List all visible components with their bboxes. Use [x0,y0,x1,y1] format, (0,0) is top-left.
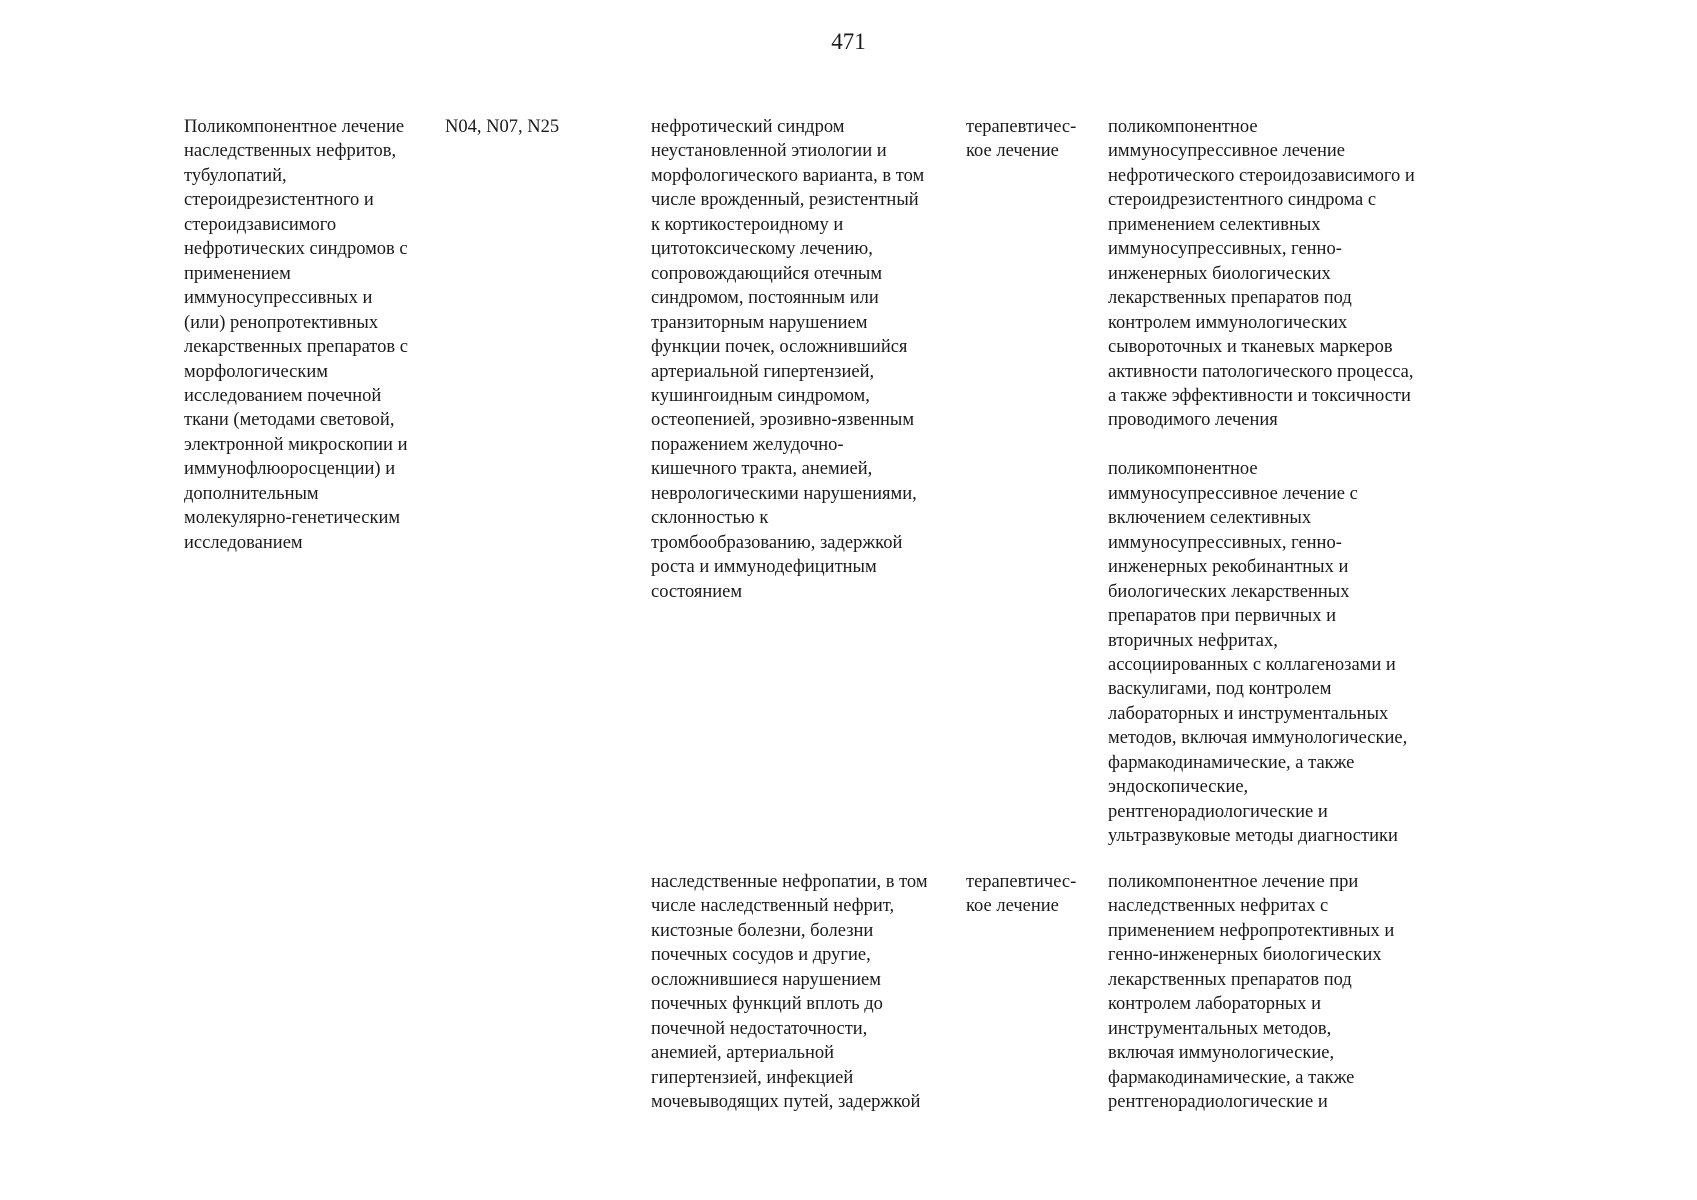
text-line: иммуносупрессивных и [184,288,373,309]
text-line: остеопенией, эрозивно-язвенным [651,410,915,431]
text-line: роста и иммунодефицитным [651,557,877,578]
text-line: биологических лекарственных [1108,581,1350,602]
text-line: кушингоидным синдромом, [651,385,870,406]
icd-codes-cell: N04, N07, N25 [445,117,560,137]
text-line: анемией, артериальной [651,1043,835,1064]
text-line: кистозные болезни, болезни [651,920,874,941]
text-line: препаратов при первичных и [1108,606,1336,627]
text-line: ткани (методами световой, [184,410,395,431]
treatment-method-block-1b [1108,457,1415,848]
text-line: стероидзависимого [184,214,337,235]
text-line: иммуносупрессивное лечение с [1108,483,1358,504]
text-line: иммуносупрессивное лечение [1108,141,1345,162]
text-line: числе врожденный, резистентный [651,190,919,211]
text-line: ультразвуковые методы диагностики [1108,826,1398,847]
text-line: инженерных биологических [1108,263,1331,284]
text-line: Поликомпонентное лечение [184,117,405,137]
text-line: а также эффективности и токсичности [1108,385,1411,406]
text-line: рентгенорадиологические и [1108,1092,1328,1113]
text-line: лабораторных и инструментальных [1108,703,1389,724]
treatment-method-cell-1 [1108,115,1415,849]
text-line: ассоциированных с коллагенозами и [1108,654,1396,675]
text-line: гипертензией, инфекцией [651,1067,854,1088]
text-line: почечных сосудов и другие, [651,945,871,966]
text-line: молекулярно-генетическим [184,508,401,529]
treatment-name-cell [184,115,408,555]
text-line: вторичных нефритах, [1108,630,1278,651]
text-line: склонностью к [651,508,769,529]
text-line: неустановленной этиологии и [651,141,887,162]
text-line: нефротических синдромов с [184,239,408,260]
text-line: артериальной гипертензией, [651,361,875,382]
text-line: морфологическим [184,361,328,382]
text-line: кое лечение [966,896,1059,917]
text-line: стероидрезистентного синдрома с [1108,190,1377,211]
patient-model-cell-2 [651,870,928,1115]
text-line: поликомпонентное [1108,459,1258,480]
text-line: генно-инженерных биологических [1108,945,1382,966]
text-line: исследованием почечной [184,385,382,406]
text-line: осложнившиеся нарушением [651,969,881,990]
text-line: терапевтичес- [966,872,1077,892]
text-line: инструментальных методов, [1108,1018,1332,1039]
text-line: кое лечение [966,141,1059,162]
text-line: поражением желудочно- [651,434,844,455]
text-line: состоянием [651,581,743,602]
text-line: методов, включая иммунологические, [1108,728,1408,749]
text-line: фармакодинамические, а также [1108,752,1355,773]
text-line: наследственных нефритов, [184,141,397,162]
text-line: васкулигами, под контролем [1108,679,1332,700]
text-line: сывороточных и тканевых маркеров [1108,337,1393,358]
text-line: контролем иммунологических [1108,312,1348,333]
text-line: синдромом, постоянным или [651,288,879,309]
text-line: лекарственных препаратов под [1108,288,1352,309]
text-line: включением селективных [1108,508,1312,529]
text-line: нефротический синдром [651,117,845,137]
patient-model-cell-1 [651,115,924,604]
text-line: тубулопатий, [184,165,287,186]
text-line: к кортикостероидному и [651,214,844,235]
text-line: почечной недостаточности, [651,1018,868,1039]
text-line: фармакодинамические, а также [1108,1067,1355,1088]
text-line: применением [184,263,291,284]
text-line: транзиторным нарушением [651,312,868,333]
text-line: применением нефропротективных и [1108,920,1395,941]
text-line: исследованием [184,532,303,553]
text-line: инженерных рекобинантных и [1108,557,1349,578]
text-line: наследственных нефритах с [1108,896,1329,917]
text-line: функции почек, осложнившийся [651,337,908,358]
text-line: иммуносупрессивных, генно- [1108,239,1342,260]
text-line: мочевыводящих путей, задержкой [651,1092,921,1113]
text-line: (или) ренопротективных [184,312,379,333]
text-line: лекарственных препаратов под [1108,969,1352,990]
text-line: почечных функций вплоть до [651,994,883,1015]
text-line: иммуносупрессивных, генно- [1108,532,1342,553]
text-line: стероидрезистентного и [184,190,374,211]
text-line: наследственные нефропатии, в том [651,872,928,892]
text-line: терапевтичес- [966,117,1077,137]
text-line: рентгенорадиологические и [1108,801,1328,822]
text-line: кишечного тракта, анемией, [651,459,873,480]
text-line: эндоскопические, [1108,777,1249,798]
page-number: 471 [831,29,866,54]
treatment-method-cell-2 [1108,870,1394,1115]
text-line: проводимого лечения [1108,410,1278,431]
text-line: иммунофлюоросценции) и [184,459,396,480]
text-line: тромбообразованию, задержкой [651,532,903,553]
text-line: числе наследственный нефрит, [651,896,895,917]
text-line: морфологического варианта, в том [651,165,925,186]
text-line: нефротического стероидозависимого и [1108,165,1415,186]
treatment-type-cell-2 [966,870,1076,919]
text-line: неврологическими нарушениями, [651,483,917,504]
text-line: сопровождающийся отечным [651,263,883,284]
text-line: электронной микроскопии и [184,434,408,455]
text-line: поликомпонентное лечение при [1108,872,1359,892]
text-line: контролем лабораторных и [1108,994,1322,1015]
text-line: включая иммунологические, [1108,1043,1335,1064]
paragraph-gap [1108,433,1415,457]
text-line: применением селективных [1108,214,1321,235]
treatment-method-block-1a [1108,115,1415,433]
text-line: поликомпонентное [1108,117,1258,137]
text-line: активности патологического процесса, [1108,361,1414,382]
text-line: лекарственных препаратов с [184,337,408,358]
text-line: цитотоксическому лечению, [651,239,873,260]
treatment-type-cell-1 [966,115,1076,164]
text-line: дополнительным [184,483,319,504]
